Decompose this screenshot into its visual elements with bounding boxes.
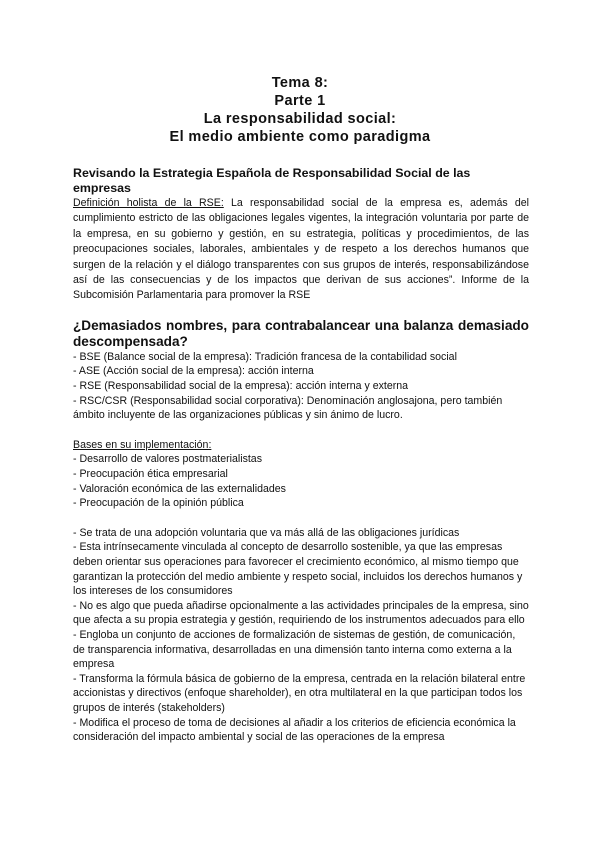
list-item: - Desarrollo de valores postmaterialistas bbox=[73, 453, 262, 466]
title-line-2: Parte 1 bbox=[274, 93, 326, 109]
list-item: - Engloba un conjunto de acciones de formalización de sistemas de gestión, de comunicación, de transparencia informativa, desarrolladas en una dimensión tanto interna como externa a la empresa bbox=[73, 628, 516, 671]
list-item: - BSE (Balance social de la empresa): Tradición francesa de la contabilidad social bbox=[73, 350, 457, 363]
names-list bbox=[73, 350, 529, 423]
list-item: - RSE (Responsabilidad social de la empresa): acción interna y externa bbox=[73, 380, 409, 393]
title-line-4: El medio ambiente como paradigma bbox=[169, 129, 431, 145]
definition-paragraph bbox=[73, 196, 529, 304]
document-title bbox=[0, 74, 600, 146]
list-item: - Transforma la fórmula básica de gobierno de la empresa, centrada en la relación bilateral entre accionistas y directivos (enfoque shareholder), en otra multilateral en la que participan todos los grupos de interés (stakeholders) bbox=[73, 672, 526, 714]
list-item: - Esta intrínsecamente vinculada al concepto de desarrollo sostenible, ya que las empresas deben orientar sus operaciones para favorecer el crecimiento económico, al mismo tiempo que garantizan la protección del medio ambiente y respeto social, incluidos los derechos humanos y los intereses de los consumidores bbox=[73, 541, 523, 598]
section-heading-names: ¿Demasiados nombres, para contrabalancear una balanza demasiado descompensada? bbox=[73, 317, 529, 349]
list-item: - Se trata de una adopción voluntaria que va más allá de las obligaciones jurídicas bbox=[73, 526, 460, 539]
definition-text: La responsabilidad social de la empresa es, además del cumplimiento estricto de las obligaciones legales vigentes, la integración voluntaria por parte de la empresa, en su gobierno y gestión, en su estrategia, políticas y procedimientos, de las preocupaciones sociales, laborales, ambientales y de respeto a los derechos humanos que surgen de la relación y el diálogo transparentes con sus grupos de interés, responsabilizándose así de las consecuencias y de los impactos que derivan de sus acciones”. Informe de la Subcomisión Parlamentaria para promover la RSE bbox=[73, 197, 529, 302]
list-item: - RSC/CSR (Responsabilidad social corporativa): Denominación anglosajona, pero también ámbito incluyente de las organizaciones públicas y sin ánimo de lucro. bbox=[73, 394, 503, 422]
title-line-1: Tema 8: bbox=[271, 75, 329, 91]
list-item: - No es algo que pueda añadirse opcionalmente a las actividades principales de la empresa, sino que afecta a su propia estrategia y gestión, requiriendo de los instrumentos adecuados para ello bbox=[73, 599, 529, 627]
definition-label: Definición holista de la RSE: bbox=[73, 197, 224, 209]
section-heading-strategy: Revisando la Estrategia Española de Responsabilidad Social de las empresas bbox=[73, 166, 471, 195]
section-heading-bases: Bases en su implementación: bbox=[73, 438, 212, 451]
list-item: - Modifica el proceso de toma de decisiones al añadir a los criterios de eficiencia económica la consideración del impacto ambiental y social de las operaciones de la empresa bbox=[73, 716, 516, 744]
list-item: - Preocupación de la opinión pública bbox=[73, 497, 244, 510]
bases-list bbox=[73, 452, 529, 510]
list-item: - Valoración económica de las externalidades bbox=[73, 482, 286, 495]
characteristics-list bbox=[73, 526, 529, 745]
list-item: - Preocupación ética empresarial bbox=[73, 468, 228, 480]
document-body bbox=[73, 166, 529, 745]
title-line-3: La responsabilidad social: bbox=[203, 111, 397, 127]
list-item: - ASE (Acción social de la empresa): acción interna bbox=[73, 365, 314, 378]
